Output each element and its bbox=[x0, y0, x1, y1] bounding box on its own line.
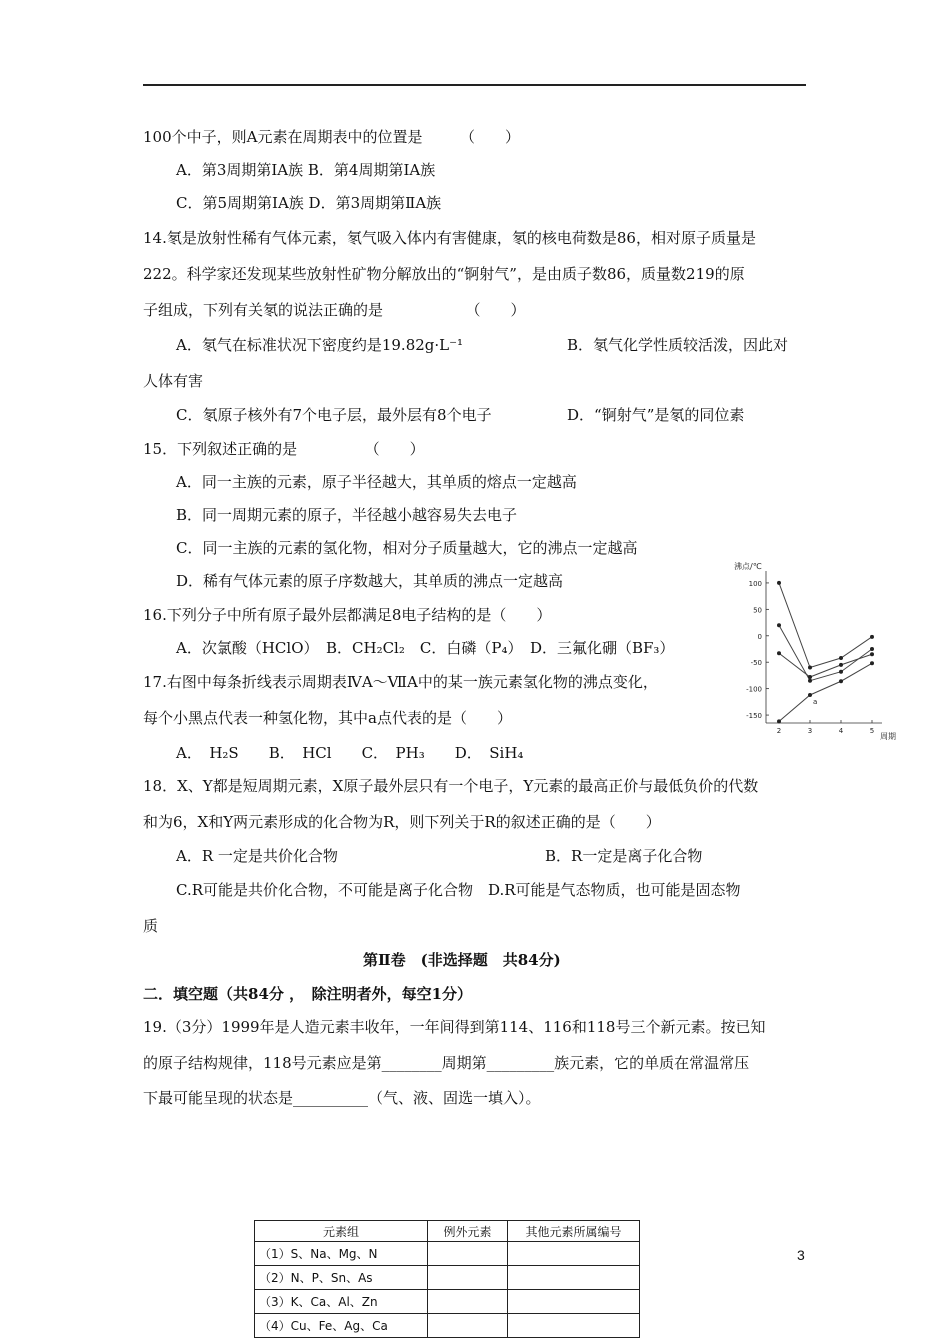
exception-cell[interactable] bbox=[428, 1314, 508, 1338]
q15-option-c: C．同一主族的元素的氢化物，相对分子质量越大，它的沸点一定越高 bbox=[176, 539, 638, 557]
boiling-point-chart bbox=[726, 555, 906, 745]
table-row bbox=[255, 1266, 640, 1290]
q16-options: A．次氯酸（HClO） B．CH₂Cl₂ C．白磷（P₄） D．三氟化硼（BF₃） bbox=[176, 639, 675, 657]
q19-line-2: 的原子结构规律，118号元素应是第________周期第_________族元素，它的单质在常温常压 bbox=[143, 1054, 750, 1072]
chart-data-point bbox=[870, 647, 874, 651]
exception-cell[interactable] bbox=[428, 1290, 508, 1314]
chart-x-tick-label: 3 bbox=[807, 727, 813, 735]
chart-series-line bbox=[779, 625, 872, 681]
q17-line-1: 17.右图中每条折线表示周期表ⅣA～ⅦA中的某一族元素氢化物的沸点变化， bbox=[143, 673, 658, 691]
q19-line-1: 19.（3分）1999年是人造元素丰收年，一年间得到第114、116和118号三个新元素。按已知 bbox=[143, 1018, 766, 1036]
other-id-cell[interactable] bbox=[508, 1290, 640, 1314]
header-other-elements-id: 其他元素所属编号 bbox=[508, 1221, 640, 1242]
chart-data-point bbox=[808, 675, 812, 679]
group-cell: （2）N、P、Sn、As bbox=[255, 1266, 428, 1290]
chart-series-line bbox=[779, 653, 872, 677]
chart-series-line bbox=[779, 583, 872, 668]
q14-line-2: 222。科学家还发现某些放射性矿物分解放出的“锕射气”，是由质子数86，质量数219的原 bbox=[143, 265, 745, 283]
group-cell: （4）Cu、Fe、Ag、Ca bbox=[255, 1314, 428, 1338]
q15-option-a: A．同一主族的元素，原子半径越大，其单质的熔点一定越高 bbox=[176, 473, 577, 491]
q14-option-d: D．“锕射气”是氡的同位素 bbox=[567, 406, 745, 424]
q18-option-b: B．R一定是离子化合物 bbox=[545, 847, 703, 865]
q13-option-ab: A．第3周期第ⅠA族 B．第4周期第ⅠA族 bbox=[176, 161, 436, 179]
section-two-heading: 二．填空题（共84分 ， 除注明者外，每空1分） bbox=[143, 985, 473, 1003]
other-id-cell[interactable] bbox=[508, 1242, 640, 1266]
chart-y-tick-label: -100 bbox=[746, 685, 762, 694]
chart-data-point bbox=[808, 679, 812, 683]
table-row bbox=[255, 1314, 640, 1338]
q14-line-1: 14.氡是放射性稀有气体元素，氡气吸入体内有害健康，氡的核电荷数是86，相对原子质量是 bbox=[143, 229, 756, 247]
page-number: 3 bbox=[797, 1247, 805, 1263]
chart-x-tick-label: 2 bbox=[776, 727, 782, 735]
chart-data-point bbox=[777, 719, 781, 723]
chart-data-point bbox=[839, 670, 843, 674]
chart-data-point bbox=[777, 623, 781, 627]
q15-option-b: B．同一周期元素的原子，半径越小越容易失去电子 bbox=[176, 506, 518, 524]
chart-data-point bbox=[870, 652, 874, 656]
chart-data-point bbox=[839, 656, 843, 660]
chart-data-point bbox=[839, 679, 843, 683]
group-cell: （1）S、Na、Mg、N bbox=[255, 1242, 428, 1266]
q19-line-3: 下最可能呈现的状态是__________（气、液、固选一填入）。 bbox=[143, 1089, 541, 1107]
q14-option-a: A．氡气在标准状况下密度约是19.82g·L⁻¹ bbox=[176, 336, 464, 354]
chart-y-tick-label: -150 bbox=[746, 712, 762, 721]
chart-data-point bbox=[777, 581, 781, 585]
chart-series-line bbox=[779, 663, 872, 721]
chart-x-tick-label: 5 bbox=[869, 727, 875, 735]
chart-data-point bbox=[777, 651, 781, 655]
q14-option-b: B．氡气化学性质较活泼，因此对 bbox=[567, 336, 789, 354]
table-header-row bbox=[255, 1221, 640, 1242]
element-group-table bbox=[254, 1220, 640, 1338]
q18-option-a: A．R 一定是共价化合物 bbox=[176, 847, 338, 865]
chart-data-point bbox=[870, 661, 874, 665]
header-exception-element: 例外元素 bbox=[428, 1221, 508, 1242]
other-id-cell[interactable] bbox=[508, 1266, 640, 1290]
header-element-group: 元素组 bbox=[255, 1221, 428, 1242]
chart-x-tick-label: 4 bbox=[838, 727, 844, 735]
chart-ylabel: 沸点/℃ bbox=[734, 562, 762, 571]
q14-line-3: 子组成，下列有关氡的说法正确的是 （ ） bbox=[143, 301, 526, 319]
q15-option-d: D．稀有气体元素的原子序数越大，其单质的沸点一定越高 bbox=[176, 572, 564, 590]
q18-line-1: 18．X、Y都是短周期元素，X原子最外层只有一个电子，Y元素的最高正价与最低负价的代数 bbox=[143, 777, 759, 795]
q18-option-cd: C.R可能是共价化合物，不可能是离子化合物 D.R可能是气态物质，也可能是固态物 bbox=[176, 881, 741, 899]
chart-y-tick-label: 50 bbox=[753, 606, 762, 615]
header-rule bbox=[143, 84, 806, 86]
q14-option-b-cont: 人体有害 bbox=[143, 372, 204, 390]
q17-options: A． H₂S B． HCl C． PH₃ D． SiH₄ bbox=[176, 744, 524, 762]
chart-y-tick-label: -50 bbox=[750, 659, 762, 668]
exception-cell[interactable] bbox=[428, 1242, 508, 1266]
q16-stem: 16.下列分子中所有原子最外层都满足8电子结构的是（ ） bbox=[143, 606, 552, 624]
q18-line-2: 和为6，X和Y两元素形成的化合物为R，则下列关于R的叙述正确的是（ ） bbox=[143, 813, 661, 831]
q17-line-2: 每个小黑点代表一种氢化物，其中a点代表的是（ ） bbox=[143, 709, 512, 727]
chart-xlabel: 周期 bbox=[880, 732, 896, 741]
group-cell: （3）K、Ca、Al、Zn bbox=[255, 1290, 428, 1314]
chart-data-point bbox=[808, 693, 812, 697]
part-two-title: 第Ⅱ卷 (非选择题 共84分) bbox=[363, 951, 561, 969]
exception-cell[interactable] bbox=[428, 1266, 508, 1290]
chart-data-point bbox=[839, 663, 843, 667]
q14-option-c: C．氡原子核外有7个电子层，最外层有8个电子 bbox=[176, 406, 492, 424]
chart-data-point bbox=[870, 635, 874, 639]
chart-y-tick-label: 100 bbox=[748, 579, 762, 588]
q13-option-cd: C．第5周期第ⅠA族 D．第3周期第ⅡA族 bbox=[176, 194, 442, 212]
q13-tail: 100个中子，则A元素在周期表中的位置是 （ ） bbox=[143, 128, 520, 146]
other-id-cell[interactable] bbox=[508, 1314, 640, 1338]
chart-point-label: a bbox=[813, 697, 818, 706]
chart-data-point bbox=[808, 666, 812, 670]
table-row bbox=[255, 1290, 640, 1314]
table-row bbox=[255, 1242, 640, 1266]
q15-stem: 15．下列叙述正确的是 （ ） bbox=[143, 440, 425, 458]
chart-y-tick-label: 0 bbox=[757, 632, 762, 641]
q18-option-d-cont: 质 bbox=[143, 917, 159, 935]
